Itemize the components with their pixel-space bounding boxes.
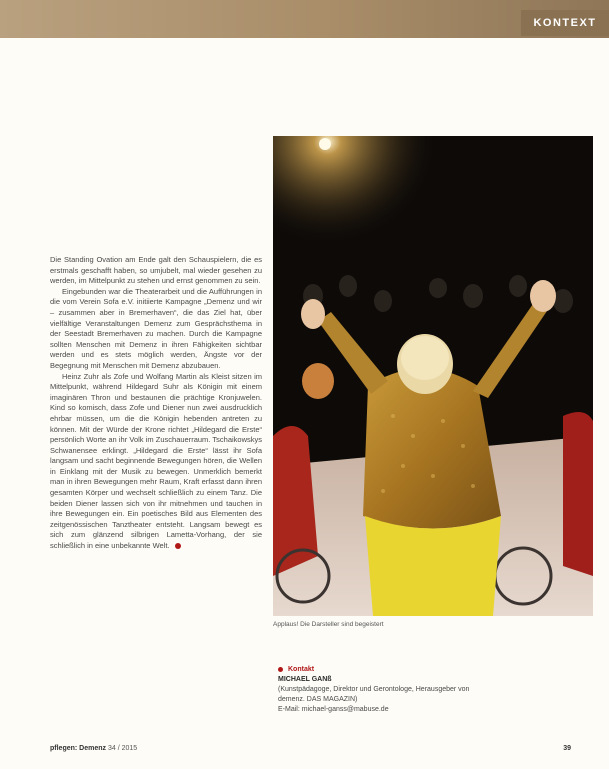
bullet-icon: [278, 667, 283, 672]
section-label: KONTEXT: [521, 10, 609, 36]
footer-magazine: [50, 745, 137, 752]
contact-box: [278, 665, 478, 715]
article-paragraph-text: Heinz Zuhr als Zofe und Wolfang Martin als Kleist sitzen im Mittelpunkt, während Hildegard Suhr als Königin mit einem imaginären Thron und bestaunen die prächtige Kronjuwelen. Kind so komisch, dass Zofe und Diener nun zwei ausdrucklich ehrbar müssen, um die die Königin hebenden antreten zu können. Mit der Würde der Krone richtet „Hildegard die Erste“ persönlich Worte an ihr Volk im Zuschauerraum. Tschaikowskys Schwanensee erklingt. „Hildegard die Erste“ lässt ihr Sofa langsam und sacht beginnende Bewegungen hören, die Wellen in Einklang mit der Musik zu bewegen. Unmerklich bemerkt man in ihren Bewegungen mehr Raum, Kraft erfasst dann ihren gesamten Körper und wechselt schließlich zu einem Tanz. Die beiden Diener lassen sich von ihr mitnehmen und tauchen in ihre Bewegungen ein. Ein poetisches Bild aus Elementen des zeitgenössischen Tanztheater entsteht. Langsam bewegt es sich zum glänzend silbrigen Lametta-Vorhang, der sie schließlich in eine unbekannte Welt.: [50, 371, 262, 551]
article-paragraph: Die Standing Ovation am Ende galt den Schauspielern, die es erstmals geschafft haben, so umjubelt, mal wieder gesehen zu werden, im Mittelpunkt zu stehen und ernst genommen zu sein.: [50, 255, 262, 286]
article-paragraph: [50, 372, 262, 552]
contact-description: (Kunstpädagoge, Direktor und Gerontologe, Herausgeber von: [278, 686, 470, 693]
contact-email[interactable]: E-Mail: michael-ganss@mabuse.de: [278, 706, 389, 713]
header-bar: [0, 0, 609, 38]
contact-heading: Kontakt: [288, 666, 315, 673]
photo-caption: Applaus! Die Darsteller sind begeistert: [273, 621, 384, 628]
end-of-article-icon: [175, 543, 181, 549]
article-photo: [273, 136, 593, 616]
article-body: [50, 255, 262, 552]
issue-number: 34 / 2015: [107, 745, 138, 752]
contact-name: MICHAEL GANß: [278, 676, 332, 683]
article-paragraph: Eingebunden war die Theaterarbeit und die Aufführungen in die vom Verein Sofa e.V. initiierte Kampagne „Demenz und wir – zusammen aber in Bremerhaven“, die das Ziel hat, über vielfältige Veranstaltungen Demenz zum Gesprächsthema in der Seestadt Bremerhaven zu machen. Durch die Kampagne sollten Menschen mit Demenz in ihren Fähigkeiten sichtbar werden und es stets möglich werden, Ängste vor der Begegnung mit Menschen mit Demenz abzubauen.: [50, 286, 262, 370]
page-number: 39: [563, 745, 571, 752]
contact-description: demenz. DAS MAGAZIN): [278, 696, 358, 703]
magazine-title: pflegen: Demenz: [50, 745, 107, 752]
